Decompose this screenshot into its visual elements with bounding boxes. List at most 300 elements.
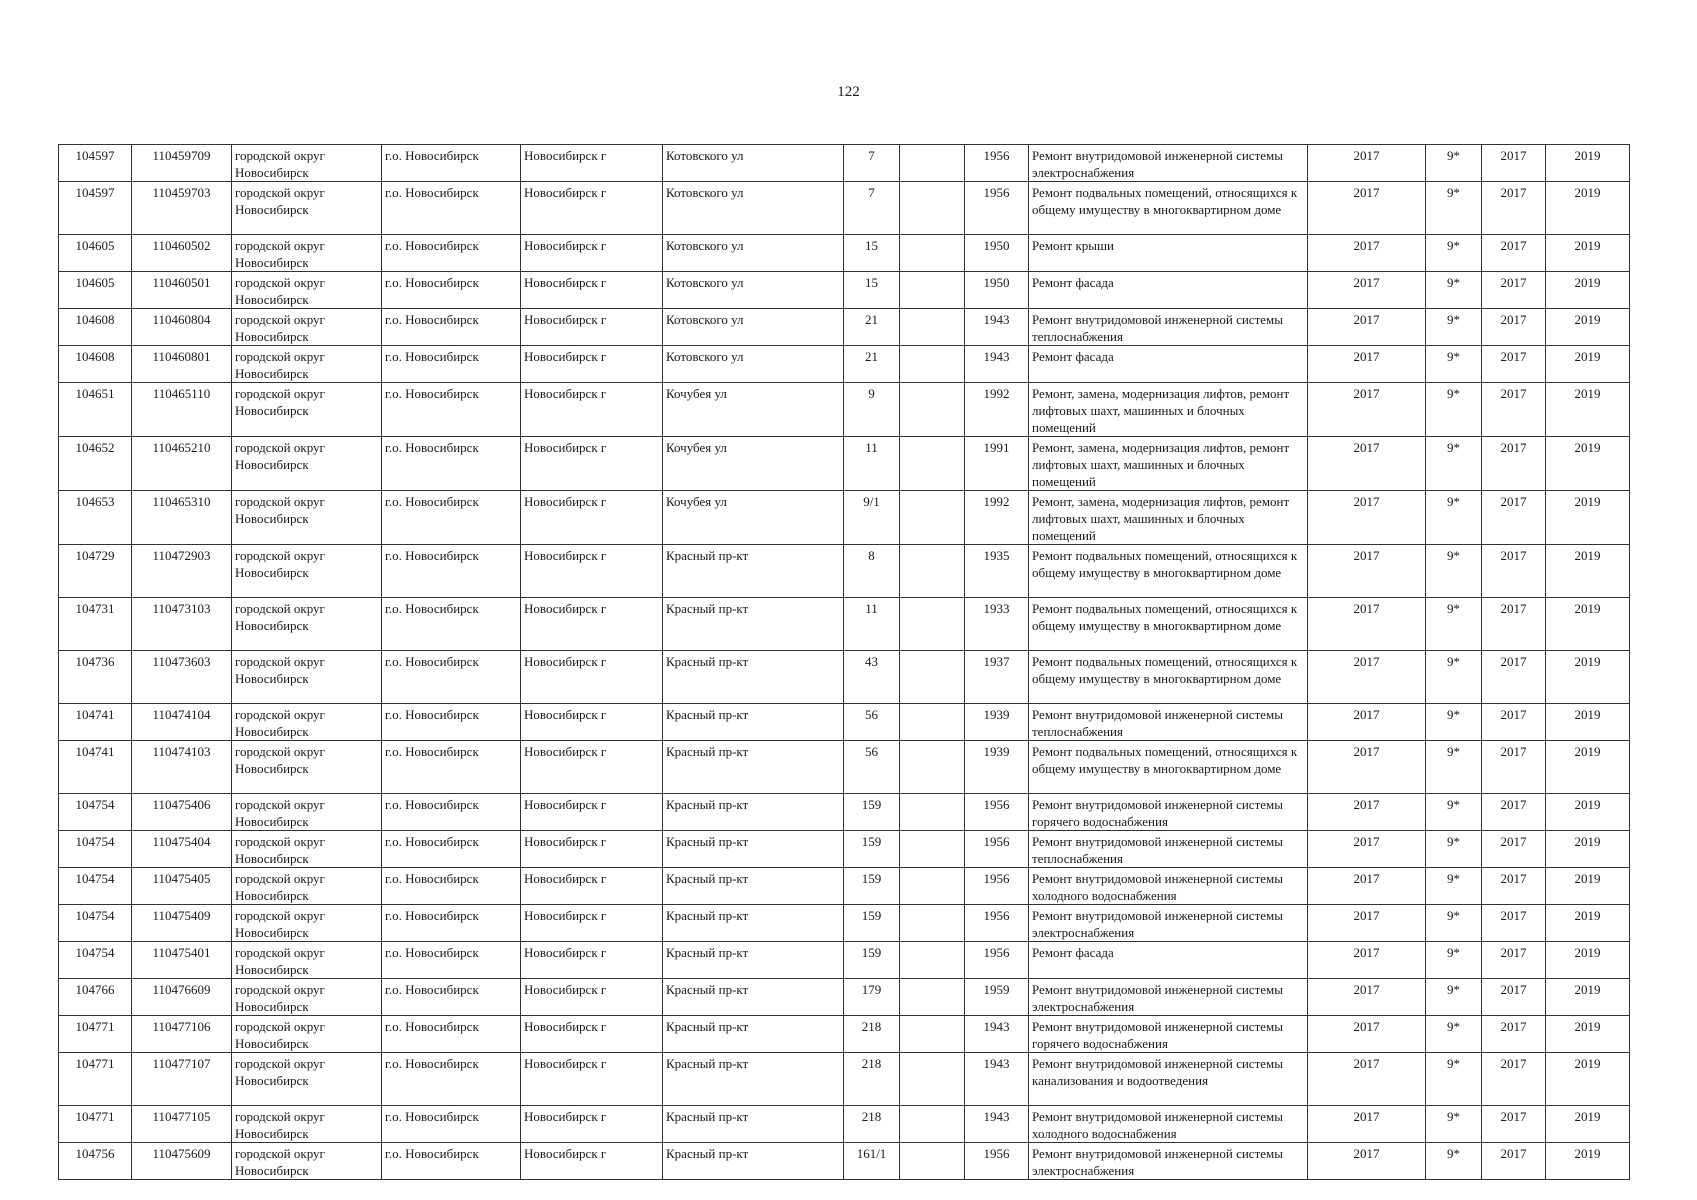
settlement-cell: Новосибирск г <box>521 145 663 182</box>
table-row <box>59 704 1630 741</box>
table-row <box>59 979 1630 1016</box>
house-id-cell: 104754 <box>59 905 132 942</box>
year-built-cell: 1939 <box>965 704 1029 741</box>
settlement-cell: Новосибирск г <box>521 272 663 309</box>
municipality-cell: г.о. Новосибирск <box>382 868 521 905</box>
work-code-cell: 110476609 <box>132 979 232 1016</box>
basis-cell: 9* <box>1426 491 1482 545</box>
basis-cell: 9* <box>1426 651 1482 704</box>
street-cell: Красный пр-кт <box>663 651 844 704</box>
work-code-cell: 110465310 <box>132 491 232 545</box>
street-cell: Котовского ул <box>663 346 844 383</box>
building-cell <box>900 545 965 598</box>
year-built-cell: 1943 <box>965 346 1029 383</box>
street-cell: Красный пр-кт <box>663 741 844 794</box>
start-year-cell: 2017 <box>1482 831 1546 868</box>
year-built-cell: 1950 <box>965 272 1029 309</box>
settlement-cell: Новосибирск г <box>521 868 663 905</box>
street-cell: Красный пр-кт <box>663 598 844 651</box>
house-number-cell: 218 <box>844 1106 900 1143</box>
settlement-cell: Новосибирск г <box>521 182 663 235</box>
work-code-cell: 110465210 <box>132 437 232 491</box>
start-year-cell: 2017 <box>1482 651 1546 704</box>
end-year-cell: 2019 <box>1546 1016 1630 1053</box>
street-cell: Красный пр-кт <box>663 979 844 1016</box>
municipality-cell: г.о. Новосибирск <box>382 831 521 868</box>
table-row <box>59 272 1630 309</box>
district-cell: городской округ Новосибирск <box>232 145 382 182</box>
building-cell <box>900 651 965 704</box>
settlement-cell: Новосибирск г <box>521 905 663 942</box>
table-row <box>59 383 1630 437</box>
plan-year-cell: 2017 <box>1308 235 1426 272</box>
house-number-cell: 8 <box>844 545 900 598</box>
district-cell: городской округ Новосибирск <box>232 598 382 651</box>
end-year-cell: 2019 <box>1546 383 1630 437</box>
basis-cell: 9* <box>1426 831 1482 868</box>
house-id-cell: 104754 <box>59 831 132 868</box>
basis-cell: 9* <box>1426 145 1482 182</box>
basis-cell: 9* <box>1426 979 1482 1016</box>
basis-cell: 9* <box>1426 598 1482 651</box>
street-cell: Кочубея ул <box>663 383 844 437</box>
start-year-cell: 2017 <box>1482 145 1546 182</box>
work-code-cell: 110474104 <box>132 704 232 741</box>
basis-cell: 9* <box>1426 309 1482 346</box>
table-row <box>59 182 1630 235</box>
street-cell: Котовского ул <box>663 309 844 346</box>
house-id-cell: 104597 <box>59 145 132 182</box>
work-code-cell: 110460801 <box>132 346 232 383</box>
start-year-cell: 2017 <box>1482 272 1546 309</box>
settlement-cell: Новосибирск г <box>521 235 663 272</box>
street-cell: Красный пр-кт <box>663 1143 844 1180</box>
work-type-cell: Ремонт подвальных помещений, относящихся к общему имуществу в многоквартирном доме <box>1029 182 1308 235</box>
end-year-cell: 2019 <box>1546 1106 1630 1143</box>
basis-cell: 9* <box>1426 868 1482 905</box>
plan-year-cell: 2017 <box>1308 905 1426 942</box>
municipality-cell: г.о. Новосибирск <box>382 272 521 309</box>
end-year-cell: 2019 <box>1546 704 1630 741</box>
settlement-cell: Новосибирск г <box>521 1016 663 1053</box>
table-row <box>59 868 1630 905</box>
street-cell: Котовского ул <box>663 272 844 309</box>
house-id-cell: 104754 <box>59 868 132 905</box>
end-year-cell: 2019 <box>1546 905 1630 942</box>
start-year-cell: 2017 <box>1482 491 1546 545</box>
start-year-cell: 2017 <box>1482 1106 1546 1143</box>
municipality-cell: г.о. Новосибирск <box>382 794 521 831</box>
settlement-cell: Новосибирск г <box>521 704 663 741</box>
work-type-cell: Ремонт фасада <box>1029 942 1308 979</box>
work-type-cell: Ремонт фасада <box>1029 272 1308 309</box>
year-built-cell: 1956 <box>965 182 1029 235</box>
house-id-cell: 104605 <box>59 235 132 272</box>
work-code-cell: 110475401 <box>132 942 232 979</box>
building-cell <box>900 979 965 1016</box>
building-cell <box>900 598 965 651</box>
plan-year-cell: 2017 <box>1308 704 1426 741</box>
basis-cell: 9* <box>1426 235 1482 272</box>
work-code-cell: 110475404 <box>132 831 232 868</box>
municipality-cell: г.о. Новосибирск <box>382 741 521 794</box>
settlement-cell: Новосибирск г <box>521 942 663 979</box>
work-type-cell: Ремонт подвальных помещений, относящихся к общему имуществу в многоквартирном доме <box>1029 741 1308 794</box>
plan-year-cell: 2017 <box>1308 979 1426 1016</box>
house-number-cell: 159 <box>844 942 900 979</box>
plan-year-cell: 2017 <box>1308 868 1426 905</box>
plan-year-cell: 2017 <box>1308 794 1426 831</box>
settlement-cell: Новосибирск г <box>521 831 663 868</box>
work-code-cell: 110472903 <box>132 545 232 598</box>
start-year-cell: 2017 <box>1482 741 1546 794</box>
work-type-cell: Ремонт внутридомовой инженерной системы теплоснабжения <box>1029 704 1308 741</box>
district-cell: городской округ Новосибирск <box>232 491 382 545</box>
house-id-cell: 104729 <box>59 545 132 598</box>
work-type-cell: Ремонт подвальных помещений, относящихся к общему имуществу в многоквартирном доме <box>1029 545 1308 598</box>
house-id-cell: 104651 <box>59 383 132 437</box>
year-built-cell: 1943 <box>965 309 1029 346</box>
house-id-cell: 104653 <box>59 491 132 545</box>
house-number-cell: 15 <box>844 235 900 272</box>
district-cell: городской округ Новосибирск <box>232 868 382 905</box>
street-cell: Красный пр-кт <box>663 868 844 905</box>
work-type-cell: Ремонт внутридомовой инженерной системы холодного водоснабжения <box>1029 868 1308 905</box>
start-year-cell: 2017 <box>1482 545 1546 598</box>
building-cell <box>900 272 965 309</box>
table-row <box>59 651 1630 704</box>
year-built-cell: 1956 <box>965 905 1029 942</box>
year-built-cell: 1959 <box>965 979 1029 1016</box>
district-cell: городской округ Новосибирск <box>232 704 382 741</box>
plan-year-cell: 2017 <box>1308 437 1426 491</box>
house-number-cell: 11 <box>844 598 900 651</box>
municipality-cell: г.о. Новосибирск <box>382 235 521 272</box>
district-cell: городской округ Новосибирск <box>232 437 382 491</box>
work-type-cell: Ремонт внутридомовой инженерной системы электроснабжения <box>1029 1143 1308 1180</box>
end-year-cell: 2019 <box>1546 942 1630 979</box>
start-year-cell: 2017 <box>1482 942 1546 979</box>
work-code-cell: 110475609 <box>132 1143 232 1180</box>
work-code-cell: 110459703 <box>132 182 232 235</box>
settlement-cell: Новосибирск г <box>521 437 663 491</box>
basis-cell: 9* <box>1426 794 1482 831</box>
table-row <box>59 309 1630 346</box>
year-built-cell: 1956 <box>965 1143 1029 1180</box>
building-cell <box>900 309 965 346</box>
street-cell: Красный пр-кт <box>663 1106 844 1143</box>
district-cell: городской округ Новосибирск <box>232 1053 382 1106</box>
plan-year-cell: 2017 <box>1308 145 1426 182</box>
street-cell: Красный пр-кт <box>663 831 844 868</box>
plan-year-cell: 2017 <box>1308 741 1426 794</box>
start-year-cell: 2017 <box>1482 383 1546 437</box>
plan-year-cell: 2017 <box>1308 545 1426 598</box>
work-code-cell: 110460804 <box>132 309 232 346</box>
work-type-cell: Ремонт внутридомовой инженерной системы теплоснабжения <box>1029 831 1308 868</box>
end-year-cell: 2019 <box>1546 235 1630 272</box>
work-type-cell: Ремонт внутридомовой инженерной системы электроснабжения <box>1029 145 1308 182</box>
table-row <box>59 491 1630 545</box>
work-code-cell: 110460502 <box>132 235 232 272</box>
building-cell <box>900 1053 965 1106</box>
house-id-cell: 104741 <box>59 741 132 794</box>
house-number-cell: 159 <box>844 831 900 868</box>
work-type-cell: Ремонт подвальных помещений, относящихся к общему имуществу в многоквартирном доме <box>1029 651 1308 704</box>
house-number-cell: 9 <box>844 383 900 437</box>
street-cell: Котовского ул <box>663 182 844 235</box>
start-year-cell: 2017 <box>1482 1016 1546 1053</box>
house-number-cell: 159 <box>844 794 900 831</box>
end-year-cell: 2019 <box>1546 651 1630 704</box>
plan-year-cell: 2017 <box>1308 346 1426 383</box>
start-year-cell: 2017 <box>1482 437 1546 491</box>
table-row <box>59 905 1630 942</box>
table-row <box>59 346 1630 383</box>
house-number-cell: 11 <box>844 437 900 491</box>
table-row <box>59 545 1630 598</box>
house-id-cell: 104771 <box>59 1016 132 1053</box>
table-row <box>59 235 1630 272</box>
table-body <box>59 145 1630 1180</box>
house-id-cell: 104741 <box>59 704 132 741</box>
plan-year-cell: 2017 <box>1308 598 1426 651</box>
settlement-cell: Новосибирск г <box>521 309 663 346</box>
work-type-cell: Ремонт, замена, модернизация лифтов, ремонт лифтовых шахт, машинных и блочных помещений <box>1029 383 1308 437</box>
basis-cell: 9* <box>1426 1016 1482 1053</box>
year-built-cell: 1956 <box>965 868 1029 905</box>
plan-year-cell: 2017 <box>1308 831 1426 868</box>
house-id-cell: 104597 <box>59 182 132 235</box>
municipality-cell: г.о. Новосибирск <box>382 905 521 942</box>
municipality-cell: г.о. Новосибирск <box>382 942 521 979</box>
year-built-cell: 1950 <box>965 235 1029 272</box>
plan-year-cell: 2017 <box>1308 383 1426 437</box>
municipality-cell: г.о. Новосибирск <box>382 1106 521 1143</box>
house-number-cell: 161/1 <box>844 1143 900 1180</box>
settlement-cell: Новосибирск г <box>521 491 663 545</box>
house-number-cell: 21 <box>844 309 900 346</box>
district-cell: городской округ Новосибирск <box>232 346 382 383</box>
start-year-cell: 2017 <box>1482 235 1546 272</box>
municipality-cell: г.о. Новосибирск <box>382 651 521 704</box>
district-cell: городской округ Новосибирск <box>232 831 382 868</box>
end-year-cell: 2019 <box>1546 794 1630 831</box>
work-type-cell: Ремонт внутридомовой инженерной системы канализования и водоотведения <box>1029 1053 1308 1106</box>
district-cell: городской округ Новосибирск <box>232 309 382 346</box>
street-cell: Красный пр-кт <box>663 1016 844 1053</box>
house-id-cell: 104771 <box>59 1053 132 1106</box>
basis-cell: 9* <box>1426 704 1482 741</box>
street-cell: Красный пр-кт <box>663 1053 844 1106</box>
plan-year-cell: 2017 <box>1308 309 1426 346</box>
municipality-cell: г.о. Новосибирск <box>382 383 521 437</box>
plan-year-cell: 2017 <box>1308 1016 1426 1053</box>
end-year-cell: 2019 <box>1546 979 1630 1016</box>
house-id-cell: 104736 <box>59 651 132 704</box>
house-number-cell: 159 <box>844 905 900 942</box>
work-type-cell: Ремонт внутридомовой инженерной системы электроснабжения <box>1029 979 1308 1016</box>
work-type-cell: Ремонт внутридомовой инженерной системы холодного водоснабжения <box>1029 1106 1308 1143</box>
settlement-cell: Новосибирск г <box>521 383 663 437</box>
end-year-cell: 2019 <box>1546 437 1630 491</box>
start-year-cell: 2017 <box>1482 704 1546 741</box>
building-cell <box>900 491 965 545</box>
year-built-cell: 1937 <box>965 651 1029 704</box>
work-code-cell: 110475406 <box>132 794 232 831</box>
district-cell: городской округ Новосибирск <box>232 272 382 309</box>
basis-cell: 9* <box>1426 942 1482 979</box>
district-cell: городской округ Новосибирск <box>232 235 382 272</box>
table-row <box>59 741 1630 794</box>
municipality-cell: г.о. Новосибирск <box>382 598 521 651</box>
district-cell: городской округ Новосибирск <box>232 545 382 598</box>
end-year-cell: 2019 <box>1546 741 1630 794</box>
street-cell: Кочубея ул <box>663 437 844 491</box>
work-type-cell: Ремонт внутридомовой инженерной системы электроснабжения <box>1029 905 1308 942</box>
start-year-cell: 2017 <box>1482 979 1546 1016</box>
building-cell <box>900 794 965 831</box>
work-type-cell: Ремонт, замена, модернизация лифтов, ремонт лифтовых шахт, машинных и блочных помещений <box>1029 437 1308 491</box>
street-cell: Красный пр-кт <box>663 905 844 942</box>
municipality-cell: г.о. Новосибирск <box>382 545 521 598</box>
house-number-cell: 7 <box>844 182 900 235</box>
year-built-cell: 1956 <box>965 942 1029 979</box>
work-type-cell: Ремонт внутридомовой инженерной системы горячего водоснабжения <box>1029 1016 1308 1053</box>
table-row <box>59 831 1630 868</box>
house-number-cell: 218 <box>844 1016 900 1053</box>
building-cell <box>900 437 965 491</box>
district-cell: городской округ Новосибирск <box>232 1143 382 1180</box>
district-cell: городской округ Новосибирск <box>232 1016 382 1053</box>
work-code-cell: 110477106 <box>132 1016 232 1053</box>
building-cell <box>900 1106 965 1143</box>
settlement-cell: Новосибирск г <box>521 346 663 383</box>
end-year-cell: 2019 <box>1546 145 1630 182</box>
year-built-cell: 1943 <box>965 1053 1029 1106</box>
work-code-cell: 110460501 <box>132 272 232 309</box>
building-cell <box>900 905 965 942</box>
house-id-cell: 104731 <box>59 598 132 651</box>
year-built-cell: 1956 <box>965 831 1029 868</box>
municipality-cell: г.о. Новосибирск <box>382 491 521 545</box>
district-cell: городской округ Новосибирск <box>232 1106 382 1143</box>
plan-year-cell: 2017 <box>1308 1106 1426 1143</box>
settlement-cell: Новосибирск г <box>521 1106 663 1143</box>
table-row <box>59 942 1630 979</box>
end-year-cell: 2019 <box>1546 491 1630 545</box>
district-cell: городской округ Новосибирск <box>232 651 382 704</box>
year-built-cell: 1933 <box>965 598 1029 651</box>
end-year-cell: 2019 <box>1546 182 1630 235</box>
house-id-cell: 104754 <box>59 794 132 831</box>
settlement-cell: Новосибирск г <box>521 979 663 1016</box>
end-year-cell: 2019 <box>1546 272 1630 309</box>
end-year-cell: 2019 <box>1546 309 1630 346</box>
basis-cell: 9* <box>1426 1053 1482 1106</box>
year-built-cell: 1943 <box>965 1016 1029 1053</box>
year-built-cell: 1943 <box>965 1106 1029 1143</box>
start-year-cell: 2017 <box>1482 598 1546 651</box>
start-year-cell: 2017 <box>1482 868 1546 905</box>
plan-year-cell: 2017 <box>1308 182 1426 235</box>
building-cell <box>900 704 965 741</box>
year-built-cell: 1939 <box>965 741 1029 794</box>
house-id-cell: 104608 <box>59 309 132 346</box>
settlement-cell: Новосибирск г <box>521 651 663 704</box>
municipality-cell: г.о. Новосибирск <box>382 145 521 182</box>
building-cell <box>900 145 965 182</box>
work-code-cell: 110475409 <box>132 905 232 942</box>
basis-cell: 9* <box>1426 182 1482 235</box>
building-cell <box>900 182 965 235</box>
table-row <box>59 145 1630 182</box>
municipality-cell: г.о. Новосибирск <box>382 1143 521 1180</box>
house-id-cell: 104766 <box>59 979 132 1016</box>
work-code-cell: 110477107 <box>132 1053 232 1106</box>
plan-year-cell: 2017 <box>1308 1143 1426 1180</box>
street-cell: Красный пр-кт <box>663 794 844 831</box>
street-cell: Котовского ул <box>663 145 844 182</box>
table-row <box>59 1143 1630 1180</box>
district-cell: городской округ Новосибирск <box>232 383 382 437</box>
street-cell: Кочубея ул <box>663 491 844 545</box>
work-type-cell: Ремонт внутридомовой инженерной системы горячего водоснабжения <box>1029 794 1308 831</box>
page-number: 122 <box>837 84 860 100</box>
basis-cell: 9* <box>1426 383 1482 437</box>
basis-cell: 9* <box>1426 1106 1482 1143</box>
building-cell <box>900 383 965 437</box>
municipality-cell: г.о. Новосибирск <box>382 1016 521 1053</box>
year-built-cell: 1991 <box>965 437 1029 491</box>
municipality-cell: г.о. Новосибирск <box>382 346 521 383</box>
municipality-cell: г.о. Новосибирск <box>382 704 521 741</box>
municipality-cell: г.о. Новосибирск <box>382 437 521 491</box>
street-cell: Красный пр-кт <box>663 942 844 979</box>
house-number-cell: 56 <box>844 741 900 794</box>
street-cell: Красный пр-кт <box>663 545 844 598</box>
settlement-cell: Новосибирск г <box>521 741 663 794</box>
year-built-cell: 1956 <box>965 145 1029 182</box>
end-year-cell: 2019 <box>1546 346 1630 383</box>
end-year-cell: 2019 <box>1546 831 1630 868</box>
house-number-cell: 179 <box>844 979 900 1016</box>
house-number-cell: 7 <box>844 145 900 182</box>
year-built-cell: 1935 <box>965 545 1029 598</box>
basis-cell: 9* <box>1426 346 1482 383</box>
house-number-cell: 159 <box>844 868 900 905</box>
end-year-cell: 2019 <box>1546 598 1630 651</box>
house-id-cell: 104756 <box>59 1143 132 1180</box>
plan-year-cell: 2017 <box>1308 651 1426 704</box>
district-cell: городской округ Новосибирск <box>232 794 382 831</box>
municipality-cell: г.о. Новосибирск <box>382 182 521 235</box>
municipality-cell: г.о. Новосибирск <box>382 979 521 1016</box>
house-id-cell: 104605 <box>59 272 132 309</box>
work-code-cell: 110474103 <box>132 741 232 794</box>
building-cell <box>900 942 965 979</box>
table-row <box>59 1106 1630 1143</box>
street-cell: Котовского ул <box>663 235 844 272</box>
year-built-cell: 1992 <box>965 491 1029 545</box>
work-code-cell: 110475405 <box>132 868 232 905</box>
work-type-cell: Ремонт, замена, модернизация лифтов, ремонт лифтовых шахт, машинных и блочных помещений <box>1029 491 1308 545</box>
building-cell <box>900 346 965 383</box>
basis-cell: 9* <box>1426 272 1482 309</box>
table-row <box>59 1053 1630 1106</box>
house-id-cell: 104754 <box>59 942 132 979</box>
building-cell <box>900 1016 965 1053</box>
